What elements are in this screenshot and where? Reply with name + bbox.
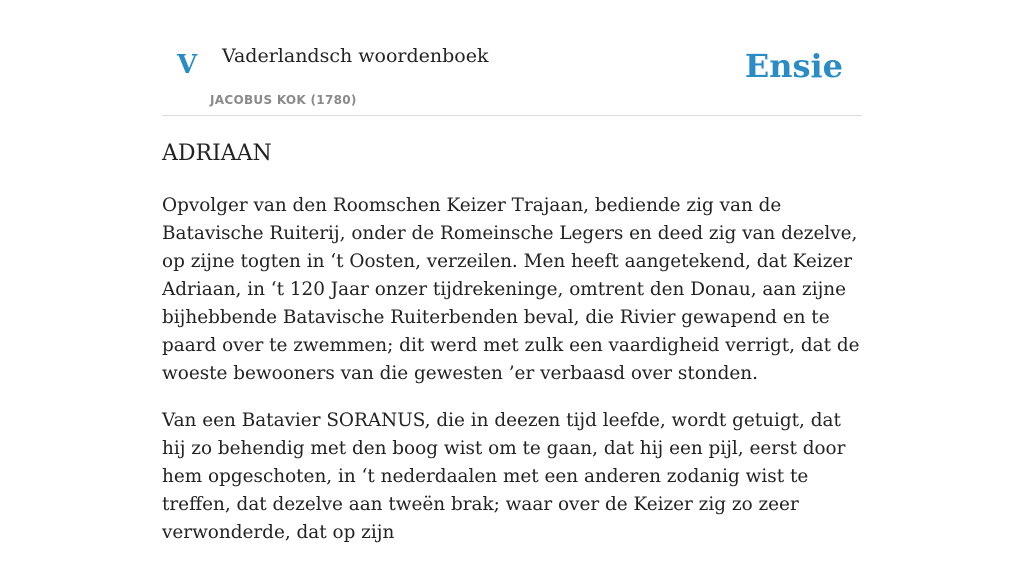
book-letter-icon[interactable]: V (177, 50, 198, 80)
entry-title: ADRIAAN (162, 141, 272, 166)
entry-body (162, 192, 867, 566)
book-header (162, 0, 862, 116)
entry-paragraph: Van een Batavier SORANUS, die in deezen tijd leefde, wordt getuigt, dat hij zo behendig met den boog wist om te gaan, dat hij een pijl, eerst door hem opgeschoten, in ‘t nederdaalen met een anderen zodanig wist te treffen, dat dezelve aan tweën brak; waar over de Keizer zig zo zeer verwonderde, dat op zijn (162, 410, 846, 543)
entry-paragraph: Opvolger van den Roomschen Keizer Trajaan, bediende zig van de Batavische Ruiterij, onder de Romeinsche Legers en deed zig van dezelve, op zijne togten in ‘t Oosten, verzeilen. Men heeft aangetekend, dat Keizer Adriaan, in ‘t 120 Jaar onzer tijdrekeninge, omtrent den Donau, aan zijne bijhebbende Batavische Ruiterbenden beval, die Rivier gewapend en te paard over te zwemmen; dit werd met zulk een vaardigheid verrigt, dat de woeste bewooners van die gewesten ’er verbaasd over stonden. (162, 195, 860, 384)
book-author: JACOBUS KOK (1780) (210, 93, 357, 107)
book-title[interactable]: Vaderlandsch woordenboek (222, 45, 489, 67)
brand-logo[interactable]: Ensie (744, 47, 843, 85)
